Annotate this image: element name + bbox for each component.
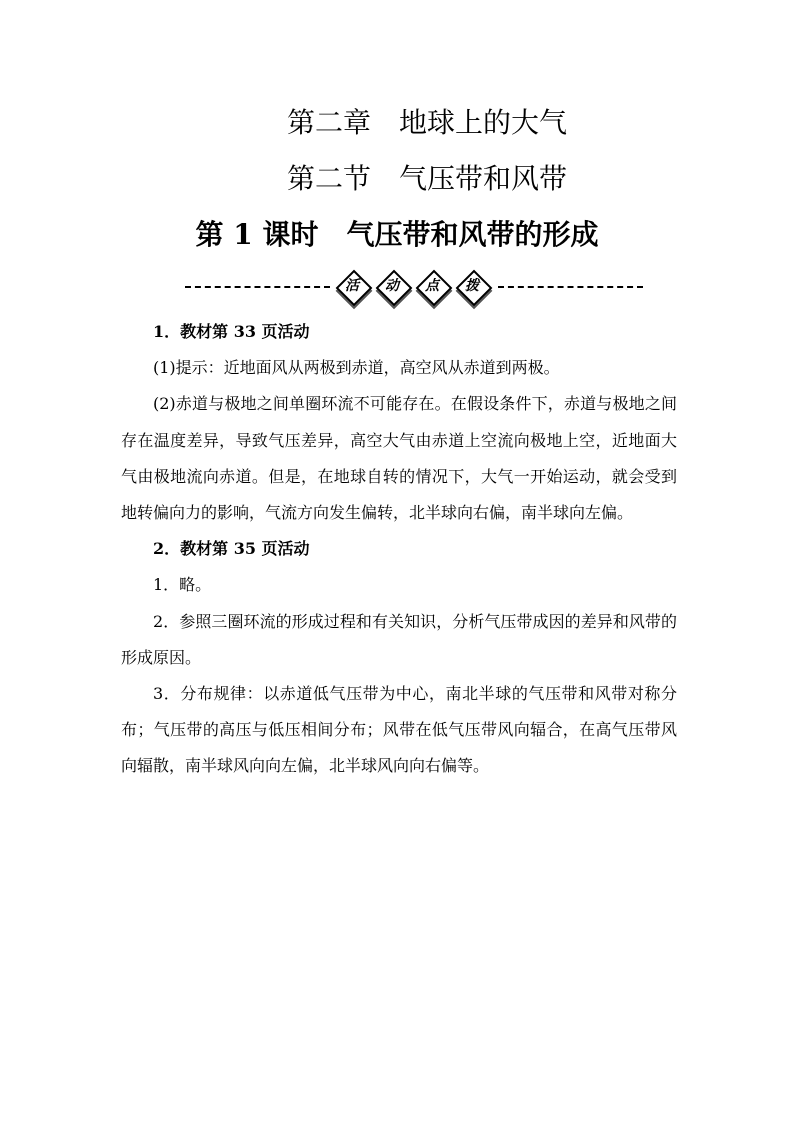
activity-heading-p33: 1．教材第 33 页活动 xyxy=(153,322,310,341)
banner-badge xyxy=(457,271,487,301)
banner-char: 动 xyxy=(385,278,399,294)
section-title: 第二节 气压带和风带 xyxy=(286,162,567,195)
banner-dash-right xyxy=(498,286,643,288)
chapter-title: 第二章 地球上的大气 xyxy=(286,106,567,139)
activity-banner xyxy=(185,268,645,304)
banner-badges xyxy=(335,268,495,304)
lesson-title: 第 1 课时 气压带和风带的形成 xyxy=(195,218,599,251)
banner-badge xyxy=(337,271,367,301)
hint-paragraph: (1)提示：近地面风从两极到赤道，高空风从赤道到两极。 xyxy=(153,358,560,378)
banner-dash-left xyxy=(185,286,330,288)
answer-2: 2．参照三圈环流的形成过程和有关知识，分析气压带成因的差异和风带的形成原因。 xyxy=(121,611,677,667)
banner-badge xyxy=(377,271,407,301)
answer-3: 3．分布规律：以赤道低气压带为中心，南北半球的气压带和风带对称分布；气压带的高压与低压相间分布；风带在低气压带风向辐合，在高气压带风向辐散，南半球风向向左偏，北半球风向向右偏等。 xyxy=(121,684,677,776)
answer-1: 1．略。 xyxy=(153,575,212,595)
activity-content xyxy=(121,314,677,785)
banner-char: 活 xyxy=(345,278,359,294)
title-block xyxy=(0,95,794,263)
banner-char: 拨 xyxy=(465,278,479,294)
banner-char: 点 xyxy=(425,278,439,294)
banner-badge xyxy=(417,271,447,301)
activity-heading-p35: 2．教材第 35 页活动 xyxy=(153,539,310,559)
explanation-paragraph: (2)赤道与极地之间单圈环流不可能存在。在假设条件下，赤道与极地之间存在温度差异，导致气压差异，高空大气由赤道上空流向极地上空，近地面大气由极地流向赤道。但是，在地球自转的情况下，大气一开始运动，就会受到地转偏向力的影响，气流方向发生偏转，北半球向右偏，南半球向左偏。 xyxy=(121,394,677,523)
